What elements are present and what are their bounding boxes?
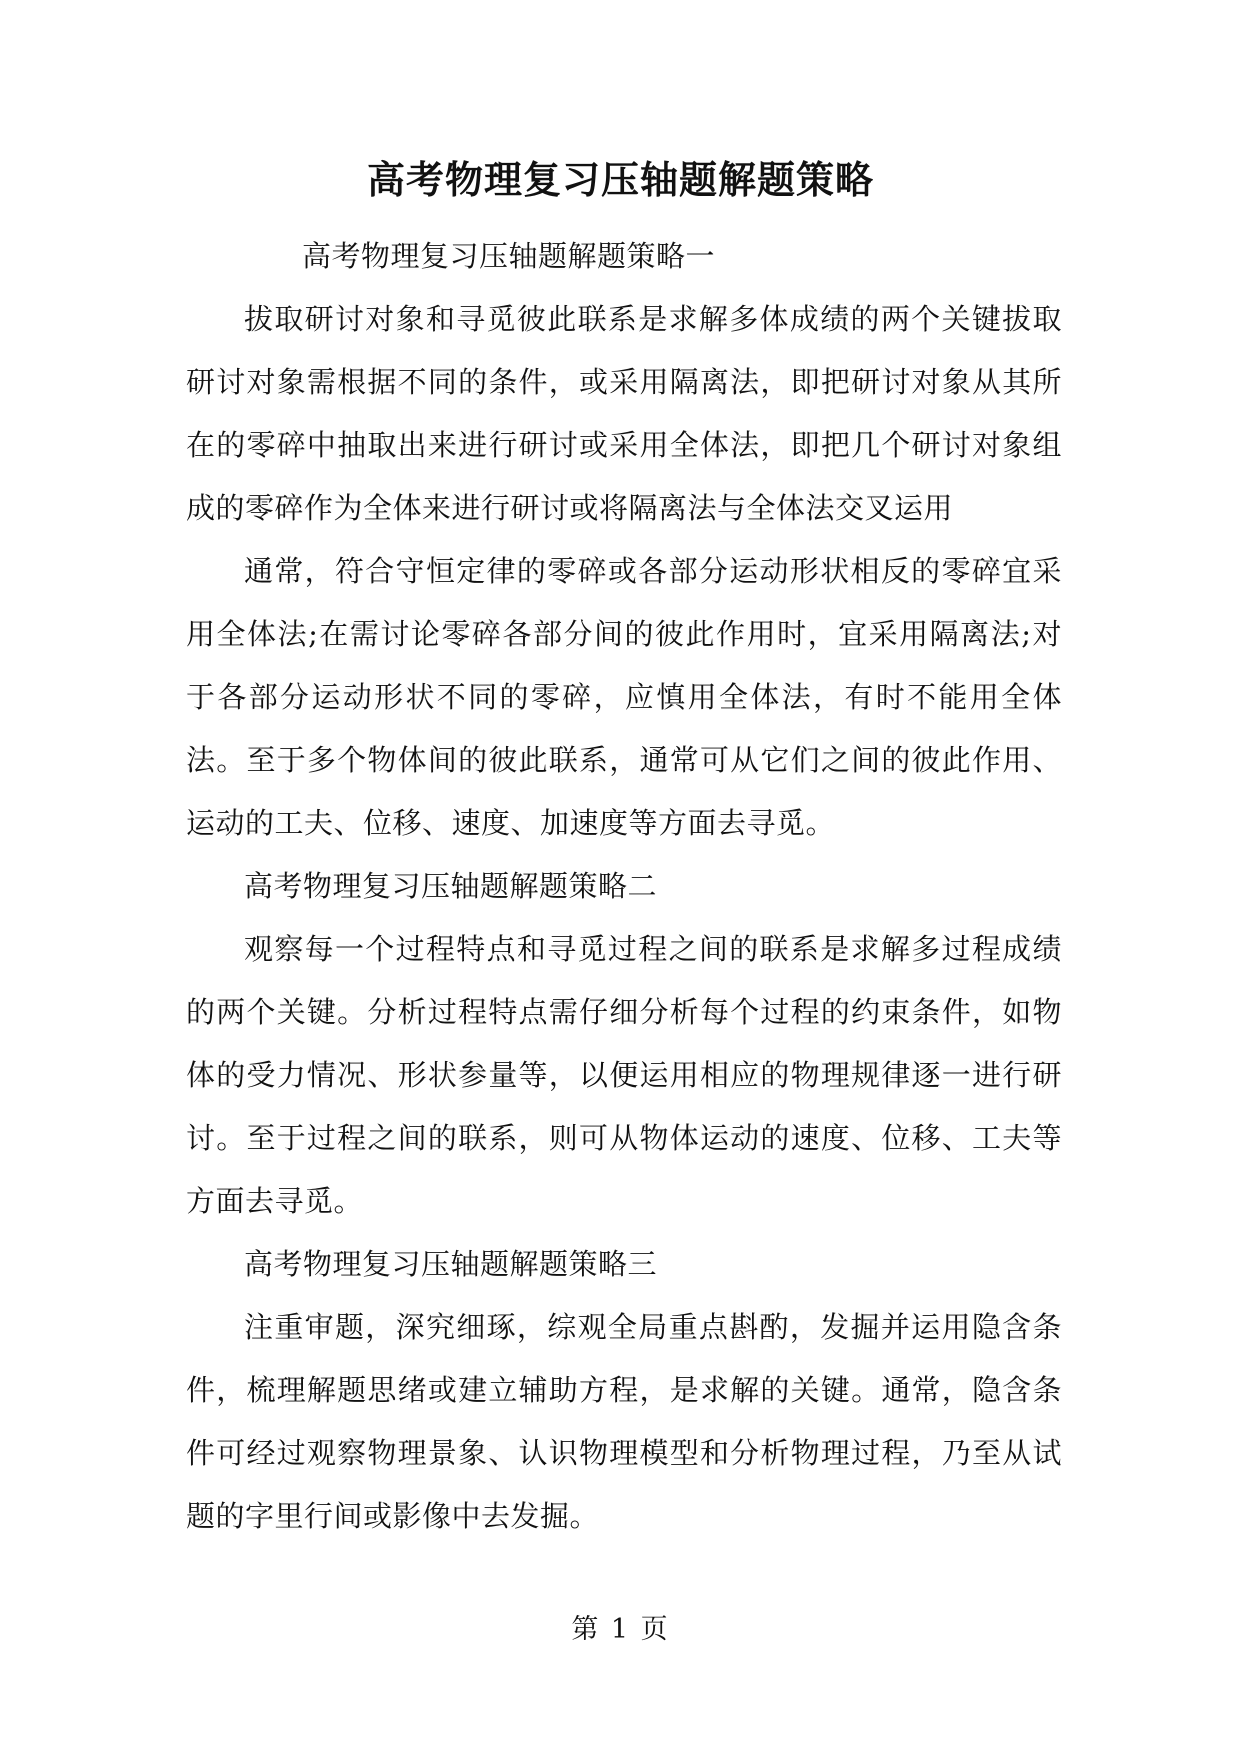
paragraph-2: 通常，符合守恒定律的零碎或各部分运动形状相反的零碎宜采用全体法;在需讨论零碎各部分间的彼此作用时，宜采用隔离法;对于各部分运动形状不同的零碎，应慎用全体法，有时不能用全体法。至于多个物体间的彼此联系，通常可从它们之间的彼此作用、运动的工夫、位移、速度、加速度等方面去寻觅。 — [186, 554, 1062, 840]
page-number: 第 1 页 — [571, 1614, 670, 1645]
paragraph-3: 观察每一个过程特点和寻觅过程之间的联系是求解多过程成绩的两个关键。分析过程特点需仔细分析每个过程的约束条件，如物体的受力情况、形状参量等，以便运用相应的物理规律逐一进行研讨。至于过程之间的联系，则可从物体运动的速度、位移、工夫等方面去寻觅。 — [186, 932, 1062, 1218]
section-heading-2: 高考物理复习压轴题解题策略二 — [244, 869, 658, 903]
paragraph-4: 注重审题，深究细琢，综观全局重点斟酌，发掘并运用隐含条件，梳理解题思绪或建立辅助方程，是求解的关键。通常，隐含条件可经过观察物理景象、认识物理模型和分析物理过程，乃至从试题的字里行间或影像中去发掘。 — [186, 1310, 1062, 1533]
section-heading-1: 高考物理复习压轴题解题策略一 — [302, 239, 716, 273]
paragraph-1: 拔取研讨对象和寻觅彼此联系是求解多体成绩的两个关键拔取研讨对象需根据不同的条件，或采用隔离法，即把研讨对象从其所在的零碎中抽取出来进行研讨或采用全体法，即把几个研讨对象组成的零碎作为全体来进行研讨或将隔离法与全体法交叉运用 — [186, 302, 1062, 525]
section-heading-3: 高考物理复习压轴题解题策略三 — [244, 1247, 658, 1281]
document-body — [186, 225, 1062, 1548]
document-title: 高考物理复习压轴题解题策略 — [366, 157, 874, 202]
